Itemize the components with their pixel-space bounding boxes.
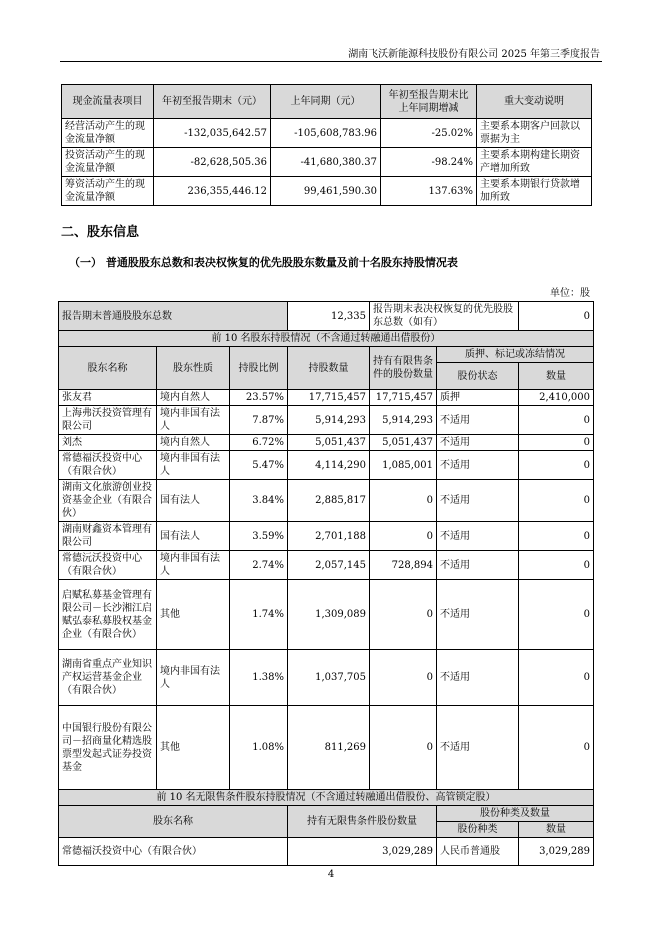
table-row — [59, 451, 594, 480]
cf-prior: -105,608,783.96 — [271, 119, 381, 148]
summary-label-preferred: 报告期末表决权恢复的优先股股东总数（如有） — [370, 302, 519, 331]
holder-qty: 17,715,457 — [288, 390, 370, 406]
holder-restricted: 5,051,437 — [370, 435, 437, 451]
holder-count: 2,410,000 — [519, 390, 594, 406]
cf-current: -132,035,642.57 — [154, 119, 271, 148]
page-header: 湖南飞沃新能源科技股份有限公司 2025 年第三季度报告 — [348, 49, 600, 60]
holder-nature: 境内非国有法人 — [157, 650, 230, 706]
table-row — [59, 435, 594, 451]
cf-prior: -41,680,380.37 — [271, 148, 381, 177]
holder-name: 常德沅沃投资中心（有限合伙） — [59, 551, 157, 580]
page-number: 4 — [327, 869, 335, 880]
holder-status: 不适用 — [437, 406, 519, 435]
holder-name: 启赋私募基金管理有限公司－长沙湘江启赋弘泰私募股权基金企业（有限合伙） — [59, 580, 157, 650]
cf-change: -98.24% — [381, 148, 477, 177]
holder-qty: 2,885,817 — [288, 480, 370, 522]
holder-ratio: 7.87% — [230, 406, 288, 435]
holder-count: 0 — [519, 406, 594, 435]
holder-count: 0 — [519, 650, 594, 706]
holder-nature: 境内自然人 — [157, 435, 230, 451]
holder-nature: 境内非国有法人 — [157, 406, 230, 435]
cf-item: 经营活动产生的现金流量净额 — [62, 119, 154, 148]
holder-ratio: 3.59% — [230, 522, 288, 551]
ur-th-kind: 股份种类 — [437, 822, 519, 838]
holder-restricted: 0 — [370, 480, 437, 522]
cf-change: -25.02% — [381, 119, 477, 148]
holder-status: 不适用 — [437, 451, 519, 480]
table-row — [59, 522, 594, 551]
holder-restricted: 0 — [370, 706, 437, 790]
holder-restricted: 0 — [370, 522, 437, 551]
ur-qty: 3,029,289 — [288, 838, 437, 866]
holder-status: 不适用 — [437, 480, 519, 522]
cf-change: 137.63% — [381, 177, 477, 206]
table-row — [59, 580, 594, 650]
holder-restricted: 5,914,293 — [370, 406, 437, 435]
holder-nature: 境内自然人 — [157, 390, 230, 406]
holder-qty: 2,057,145 — [288, 551, 370, 580]
holder-count: 0 — [519, 551, 594, 580]
holder-name: 湖南财鑫资本管理有限公司 — [59, 522, 157, 551]
top10-title: 前 10 名股东持股情况（不含通过转融通出借股份） — [59, 331, 594, 347]
unit-label: 单位：股 — [550, 288, 590, 299]
table-row — [59, 706, 594, 790]
holder-name: 湖南省重点产业知识产权运营基金企业（有限合伙） — [59, 650, 157, 706]
cf-header-prior: 上年同期（元） — [271, 85, 381, 119]
cf-item: 筹资活动产生的现金流量净额 — [62, 177, 154, 206]
holder-ratio: 6.72% — [230, 435, 288, 451]
ur-th-name: 股东名称 — [59, 806, 288, 838]
holder-status: 不适用 — [437, 522, 519, 551]
holder-ratio: 2.74% — [230, 551, 288, 580]
holder-name: 常德福沃投资中心（有限合伙） — [59, 451, 157, 480]
holder-ratio: 5.47% — [230, 451, 288, 480]
table-row — [59, 650, 594, 706]
table-row — [59, 390, 594, 406]
holder-name: 中国银行股份有限公司－招商量化精选股票型发起式证券投资基金 — [59, 706, 157, 790]
holder-nature: 境内非国有法人 — [157, 551, 230, 580]
cf-note: 主要系本期银行贷款增加所致 — [477, 177, 592, 206]
cf-current: 236,355,446.12 — [154, 177, 271, 206]
holder-count: 0 — [519, 480, 594, 522]
table-row — [59, 406, 594, 435]
holder-name: 上海弗沃投资管理有限公司 — [59, 406, 157, 435]
holder-nature: 其他 — [157, 706, 230, 790]
cf-note: 主要系本期构建长期资产增加所致 — [477, 148, 592, 177]
holder-status: 不适用 — [437, 706, 519, 790]
cf-header-current: 年初至报告期末（元） — [154, 85, 271, 119]
th-pledge: 质押、标记或冻结情况 — [437, 347, 594, 363]
holder-status: 不适用 — [437, 551, 519, 580]
holder-ratio: 23.57% — [230, 390, 288, 406]
cf-header-note: 重大变动说明 — [477, 85, 592, 119]
section-title: 二、股东信息 — [61, 225, 140, 240]
holder-ratio: 1.38% — [230, 650, 288, 706]
table-row — [62, 119, 592, 148]
holder-count: 0 — [519, 706, 594, 790]
table-row — [59, 480, 594, 522]
cf-header-change: 年初至报告期末比上年同期增减 — [381, 85, 477, 119]
cf-item: 投资活动产生的现金流量净额 — [62, 148, 154, 177]
ur-th-kind-group: 股份种类及数量 — [437, 806, 594, 822]
holder-status: 不适用 — [437, 580, 519, 650]
summary-value-preferred: 0 — [519, 302, 594, 331]
holder-restricted: 1,085,001 — [370, 451, 437, 480]
summary-value-holders: 12,335 — [288, 302, 370, 331]
holder-nature: 国有法人 — [157, 480, 230, 522]
holder-count: 0 — [519, 435, 594, 451]
ur-kind: 人民币普通股 — [437, 838, 519, 866]
holder-count: 0 — [519, 522, 594, 551]
th-count: 数量 — [519, 363, 594, 390]
holder-count: 0 — [519, 451, 594, 480]
cashflow-table — [61, 84, 592, 206]
subsection-title: （一） 普通股股东总数和表决权恢复的优先股股东数量及前十名股东持股情况表 — [69, 256, 458, 269]
holder-qty: 5,051,437 — [288, 435, 370, 451]
shareholders-table — [58, 301, 594, 866]
ur-count: 3,029,289 — [519, 838, 594, 866]
summary-label-holders: 报告期末普通股股东总数 — [59, 302, 288, 331]
th-name: 股东名称 — [59, 347, 157, 390]
th-status: 股份状态 — [437, 363, 519, 390]
th-restricted: 持有有限售条件的股份数量 — [370, 347, 437, 390]
cf-prior: 99,461,590.30 — [271, 177, 381, 206]
holder-qty: 4,114,290 — [288, 451, 370, 480]
unrestricted-title: 前 10 名无限售条件股东持股情况（不含通过转融通出借股份、高管锁定股） — [59, 790, 594, 806]
table-row — [59, 551, 594, 580]
holder-name: 张友君 — [59, 390, 157, 406]
table-row — [62, 148, 592, 177]
th-nature: 股东性质 — [157, 347, 230, 390]
holder-nature: 国有法人 — [157, 522, 230, 551]
holder-qty: 5,914,293 — [288, 406, 370, 435]
holder-status: 质押 — [437, 390, 519, 406]
table-row — [59, 838, 594, 866]
holder-name: 刘杰 — [59, 435, 157, 451]
holder-restricted: 0 — [370, 650, 437, 706]
holder-restricted: 0 — [370, 580, 437, 650]
holder-restricted: 17,715,457 — [370, 390, 437, 406]
cf-header-item: 现金流量表项目 — [62, 85, 154, 119]
cf-current: -82,628,505.36 — [154, 148, 271, 177]
ur-name: 常德福沃投资中心（有限合伙） — [59, 838, 288, 866]
holder-qty: 811,269 — [288, 706, 370, 790]
holder-nature: 境内非国有法人 — [157, 451, 230, 480]
cf-note: 主要系本期客户回款以票据为主 — [477, 119, 592, 148]
holder-restricted: 728,894 — [370, 551, 437, 580]
holder-nature: 其他 — [157, 580, 230, 650]
holder-ratio: 1.08% — [230, 706, 288, 790]
holder-name: 湖南文化旅游创业投资基金企业（有限合伙） — [59, 480, 157, 522]
holder-qty: 1,309,089 — [288, 580, 370, 650]
holder-status: 不适用 — [437, 650, 519, 706]
holder-status: 不适用 — [437, 435, 519, 451]
ur-th-count: 数量 — [519, 822, 594, 838]
header-divider — [60, 61, 602, 62]
holder-qty: 2,701,188 — [288, 522, 370, 551]
th-qty: 持股数量 — [288, 347, 370, 390]
holder-qty: 1,037,705 — [288, 650, 370, 706]
table-row — [62, 177, 592, 206]
holder-count: 0 — [519, 580, 594, 650]
th-ratio: 持股比例 — [230, 347, 288, 390]
ur-th-qty: 持有无限售条件股份数量 — [288, 806, 437, 838]
holder-ratio: 3.84% — [230, 480, 288, 522]
holder-ratio: 1.74% — [230, 580, 288, 650]
